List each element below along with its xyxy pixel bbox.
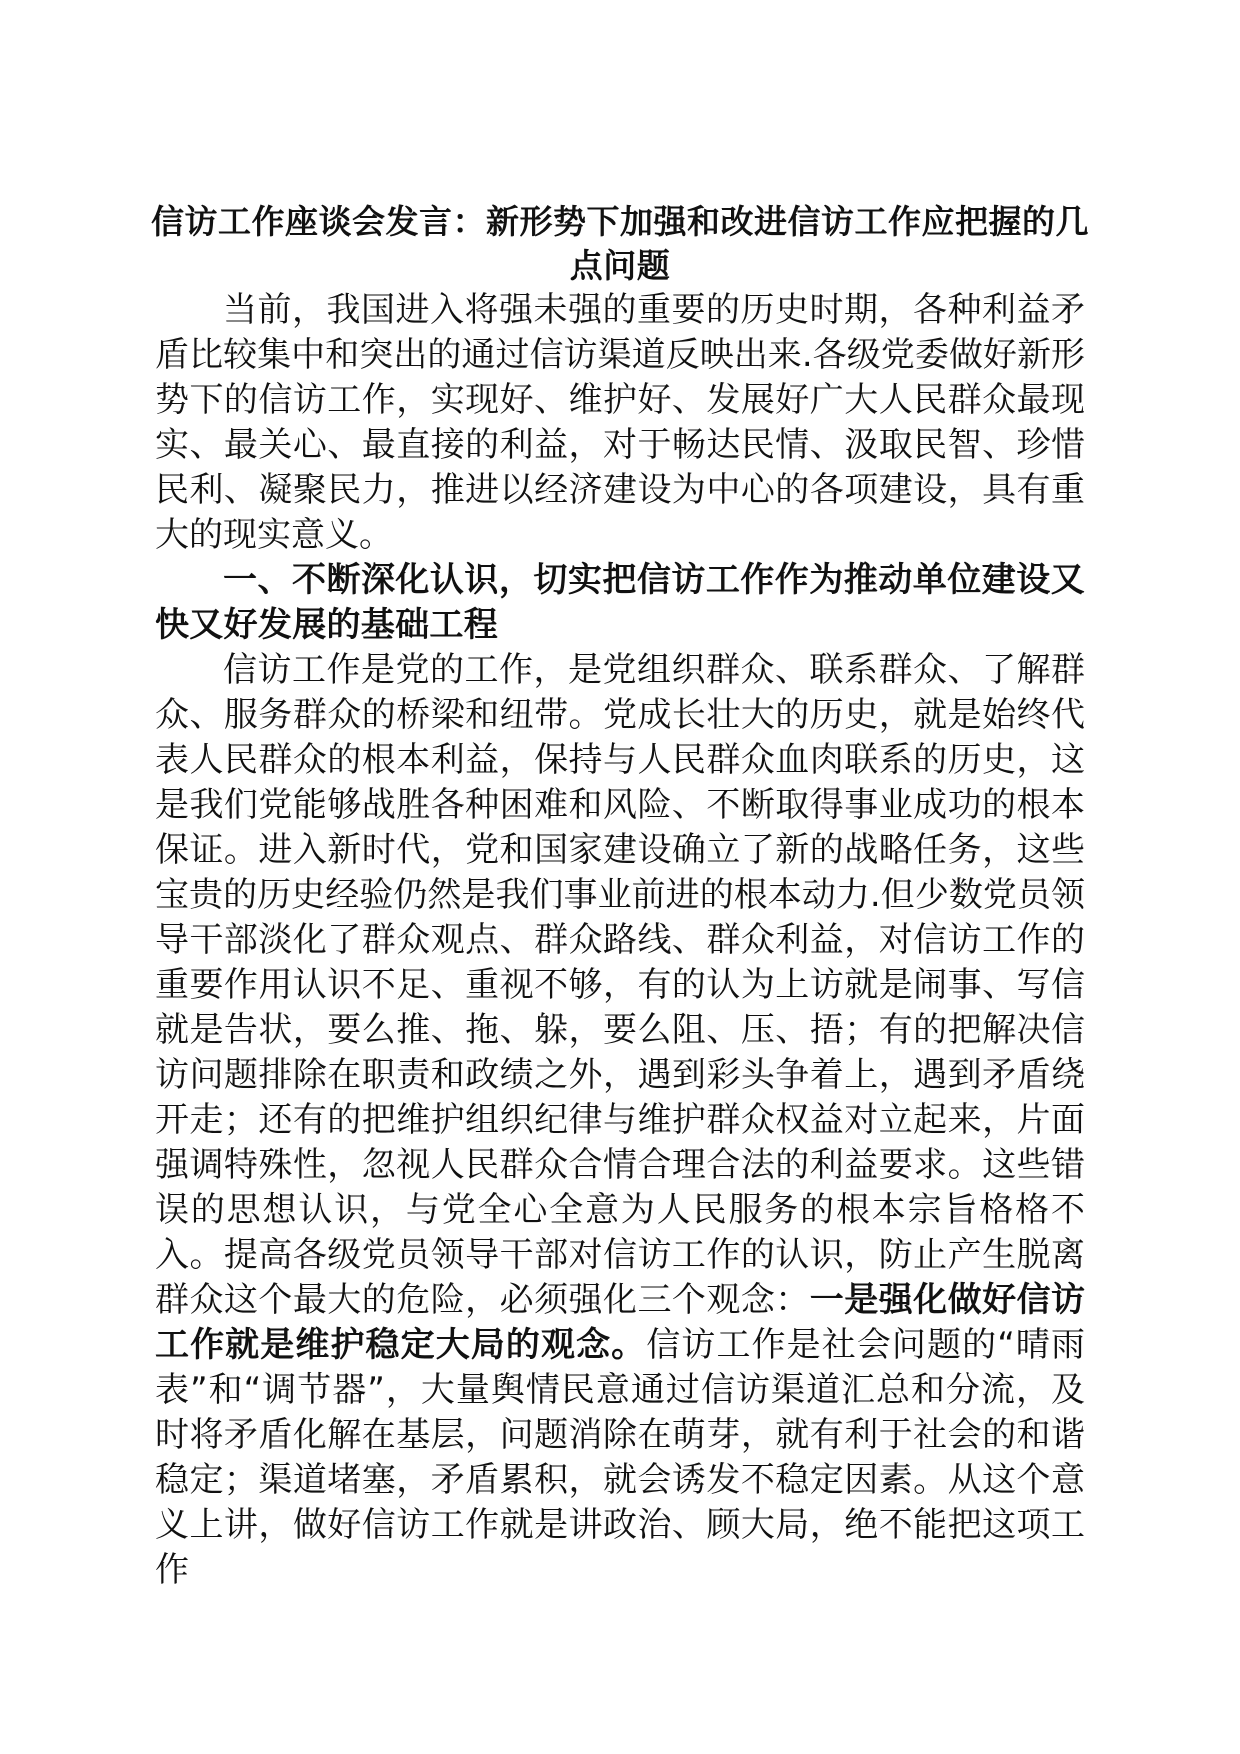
intro-paragraph: 当前，我国进入将强未强的重要的历史时期，各种利益矛盾比较集中和突出的通过信访渠道反映出来.各级党委做好新形势下的信访工作，实现好、维护好、发展好广大人民群众最现实、最关心、最直接的利益，对于畅达民情、汲取民智、珍惜民利、凝聚民力，推进以经济建设为中心的各项建设，具有重大的现实意义。 bbox=[155, 290, 1085, 555]
section-1-text-part2: 信访工作是社会问题的“晴雨表”和“调节器”，大量舆情民意通过信访渠道汇总和分流，及时将矛盾化解在基层，问题消除在萌芽，就有利于社会的和谐稳定；渠道堵塞，矛盾累积，就会诱发不稳定因素。从这个意义上讲，做好信访工作就是讲政治、顾大局，绝不能把这项工作 bbox=[155, 1325, 1085, 1590]
document-body bbox=[155, 288, 1085, 1593]
section-1-text-part1: 信访工作是党的工作，是党组织群众、联系群众、了解群众、服务群众的桥梁和纽带。党成长壮大的历史，就是始终代表人民群众的根本利益，保持与人民群众血肉联系的历史，这是我们党能够战胜各种困难和风险、不断取得事业成功的根本保证。进入新时代，党和国家建设确立了新的战略任务，这些宝贵的历史经验仍然是我们事业前进的根本动力.但少数党员领导干部淡化了群众观点、群众路线、群众利益，对信访工作的重要作用认识不足、重视不够，有的认为上访就是闹事、写信就是告状，要么推、拖、躲，要么阻、压、捂；有的把解决信访问题排除在职责和政绩之外，遇到彩头争着上，遇到矛盾绕开走；还有的把维护组织纪律与维护群众权益对立起来，片面强调特殊性，忽视人民群众合情合理合法的利益要求。这些错误的思想认识，与党全心全意为人民服务的根本宗旨格格不入。提高各级党员领导干部对信访工作的认识，防止产生脱离群众这个最大的危险，必须强化三个观念： bbox=[155, 650, 1085, 1320]
section-1-bold-point: 一是强化做好信访工作就是维护稳定大局的观念。 bbox=[155, 1280, 1086, 1365]
document-title: 信访工作座谈会发言：新形势下加强和改进信访工作应把握的几点问题 bbox=[151, 202, 1089, 285]
section-1-paragraph bbox=[155, 648, 1085, 1593]
section-heading-1: 一、不断深化认识，切实把信访工作作为推动单位建设又快又好发展的基础工程 bbox=[155, 560, 1085, 645]
